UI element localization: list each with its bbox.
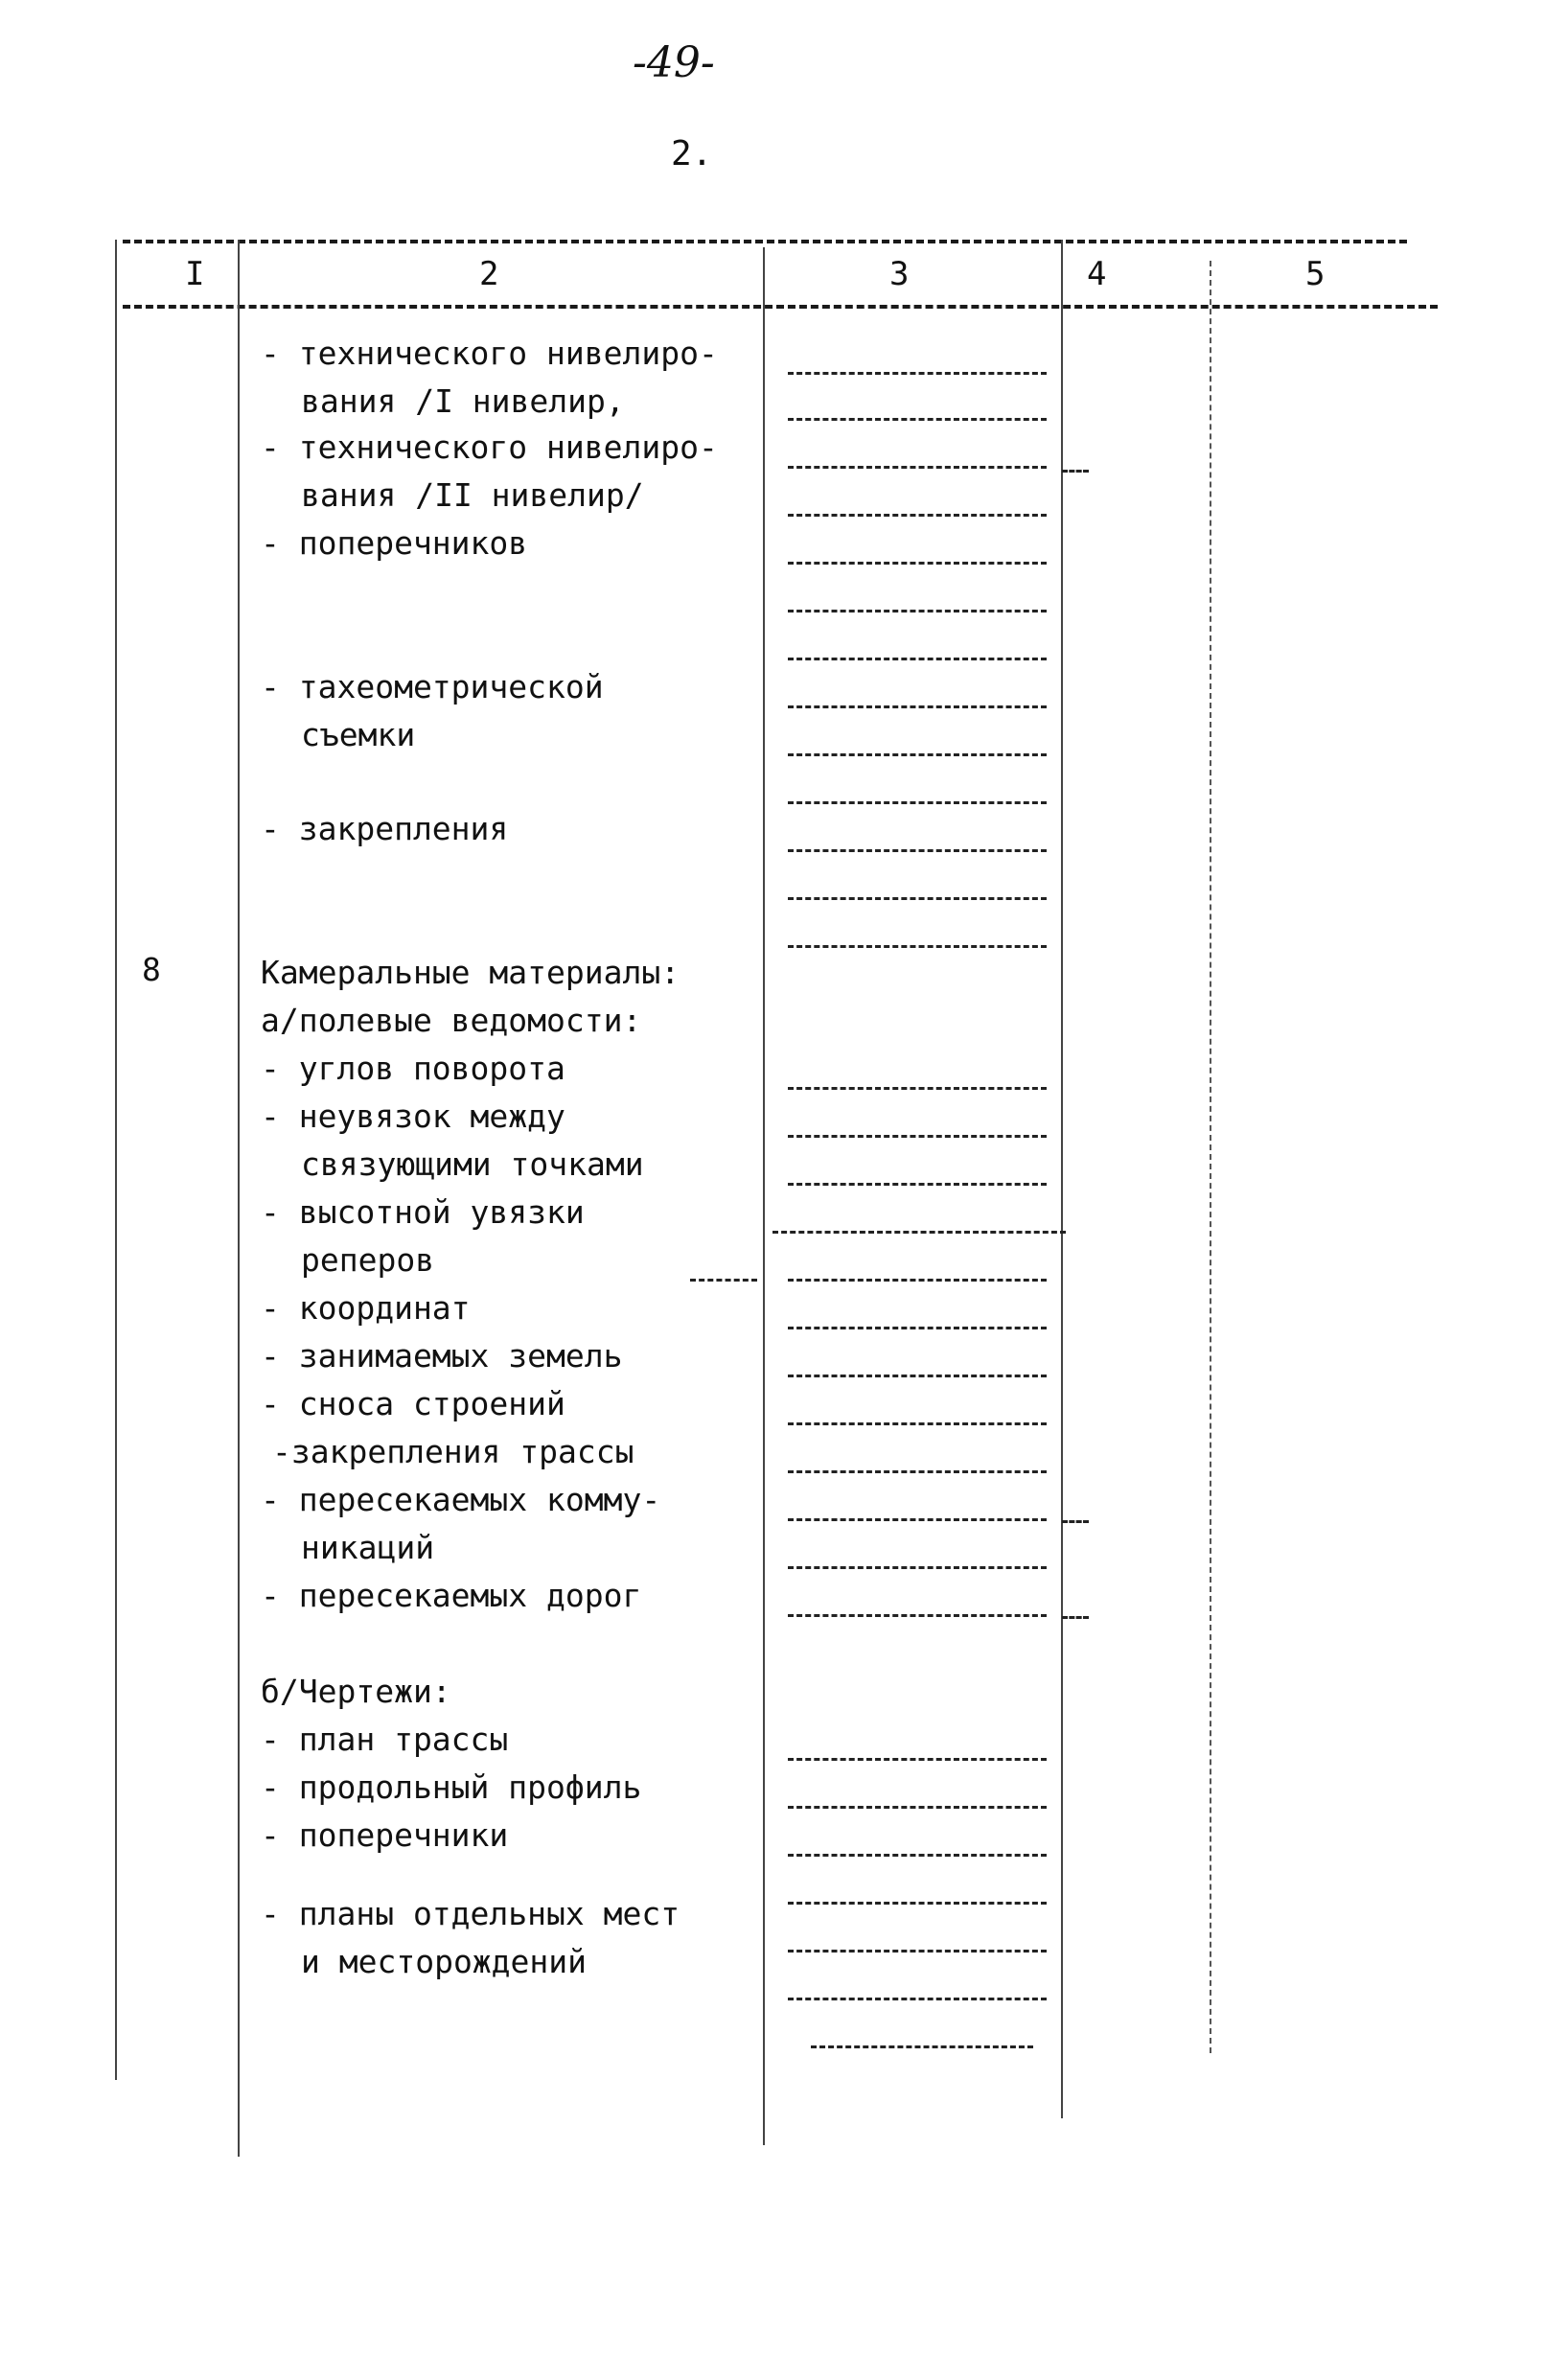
answer-line <box>788 514 1047 517</box>
answer-line <box>772 1231 1066 1234</box>
answer-line <box>788 801 1047 804</box>
answer-line <box>788 1614 1047 1617</box>
answer-line <box>788 1566 1047 1569</box>
answer-line <box>788 849 1047 852</box>
list-item: - координат <box>261 1289 471 1327</box>
answer-line <box>788 1854 1047 1857</box>
column-header-5: 5 <box>1305 255 1326 293</box>
list-item: - высотной увязки <box>261 1193 585 1231</box>
answer-line <box>788 1758 1047 1761</box>
list-item: - продольный профиль <box>261 1768 642 1806</box>
answer-line <box>788 658 1047 660</box>
list-item: - пересекаемых комму- <box>261 1481 661 1518</box>
list-item: - технического нивелиро- <box>261 428 718 466</box>
list-item: -закрепления трассы <box>272 1433 634 1470</box>
subheading-b: б/Чертежи: <box>261 1673 451 1710</box>
answer-line <box>788 372 1047 375</box>
answer-line <box>788 562 1047 565</box>
sheet-number: 2. <box>671 134 713 173</box>
answer-line <box>788 1470 1047 1473</box>
column-header-3: 3 <box>889 255 910 293</box>
answer-line <box>788 897 1047 900</box>
list-item: и месторождений <box>301 1943 588 1980</box>
header-bottom-rule <box>123 305 1438 309</box>
page-number: -49- <box>633 38 715 87</box>
column-line-2-3 <box>763 247 765 2145</box>
list-item: никаций <box>301 1529 435 1566</box>
list-item: - поперечники <box>261 1816 509 1854</box>
list-item: - пересекаемых дорог <box>261 1577 642 1614</box>
list-item: съемки <box>301 716 416 753</box>
answer-line <box>788 1183 1047 1186</box>
answer-line <box>788 610 1047 612</box>
column-line-3-4 <box>1061 240 1063 2118</box>
list-item: связующими точками <box>301 1145 644 1183</box>
column-header-2: 2 <box>479 255 499 293</box>
section-heading: Камеральные материалы: <box>261 954 680 991</box>
column-line-left <box>115 240 117 2080</box>
answer-line <box>788 1998 1047 2000</box>
column-line-1-2 <box>238 240 240 2157</box>
answer-line <box>1062 1520 1089 1523</box>
column-header-1: I <box>185 255 205 293</box>
row-number: 8 <box>142 951 161 988</box>
answer-line <box>788 1087 1047 1090</box>
list-item: вания /I нивелир, <box>301 382 625 420</box>
list-item: - тахеометрической <box>261 668 604 705</box>
column-header-4: 4 <box>1087 255 1107 293</box>
answer-line <box>811 2045 1033 2048</box>
answer-line <box>788 1422 1047 1425</box>
list-item: - планы отдельных мест <box>261 1895 680 1932</box>
subheading-a: а/полевые ведомости: <box>261 1002 642 1039</box>
answer-line <box>788 1518 1047 1521</box>
answer-line <box>788 753 1047 756</box>
answer-line <box>788 1375 1047 1377</box>
answer-line <box>788 1806 1047 1809</box>
list-item: - углов поворота <box>261 1050 565 1087</box>
answer-line <box>788 1279 1047 1282</box>
answer-line <box>1062 470 1089 473</box>
list-item: вания /II нивелир/ <box>301 476 644 514</box>
answer-line <box>1062 1616 1089 1619</box>
list-item: - поперечников <box>261 524 528 562</box>
answer-line <box>788 1135 1047 1138</box>
answer-line <box>788 1950 1047 1953</box>
list-item: - закрепления <box>261 810 509 847</box>
list-item: - план трассы <box>261 1721 509 1758</box>
column-line-4-5 <box>1210 261 1211 2053</box>
list-item: - неувязок между <box>261 1098 565 1135</box>
answer-line <box>788 945 1047 948</box>
list-item: - занимаемых земель <box>261 1337 623 1375</box>
list-item: - сноса строений <box>261 1385 565 1422</box>
answer-line <box>788 418 1047 421</box>
answer-line <box>788 1327 1047 1329</box>
answer-line <box>788 466 1047 469</box>
answer-line <box>788 1902 1047 1905</box>
list-item: реперов <box>301 1241 435 1279</box>
answer-line <box>690 1279 757 1282</box>
answer-line <box>788 705 1047 708</box>
table-top-rule <box>123 240 1407 243</box>
list-item: - технического нивелиро- <box>261 335 718 372</box>
